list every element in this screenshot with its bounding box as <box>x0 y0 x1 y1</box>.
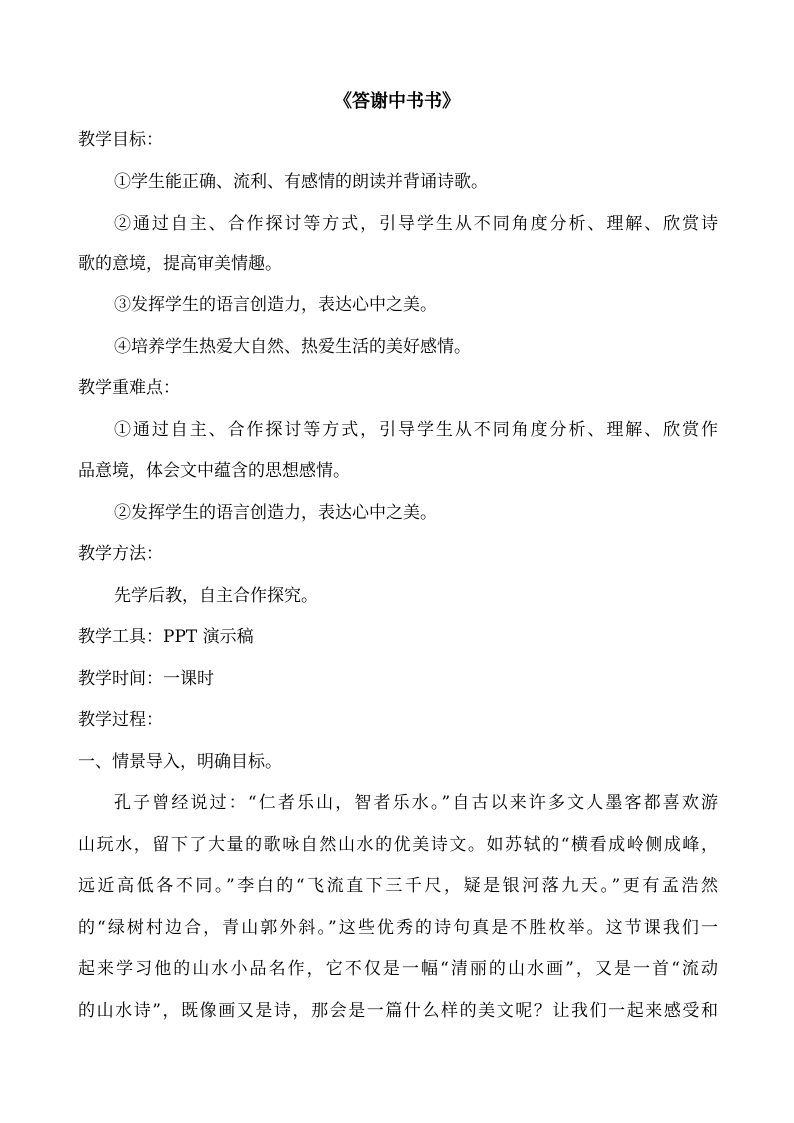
intro-line-1: 孔子曾经说过：“仁者乐山，智者乐水。”自古以来许多文人墨客都喜欢游 <box>114 793 718 813</box>
process-heading: 教学过程： <box>78 710 163 730</box>
teaching-tools: 教学工具：PPT 演示稿 <box>78 627 254 647</box>
keypoint-2: ②发挥学生的语言创造力，表达心中之美。 <box>114 503 437 523</box>
section-1-heading: 一、情景导入，明确目标。 <box>78 752 282 772</box>
document-title: 《答谢中书书》 <box>334 91 460 112</box>
keypoint-1-line-2: 品意境，体会文中蕴含的思想感情。 <box>78 461 350 481</box>
objective-4: ④培养学生热爱大自然、热爱生活的美好感情。 <box>114 337 471 357</box>
intro-line-3: 远近高低各不同。”李白的“飞流直下三千尺，疑是银河落九天。”更有孟浩然 <box>78 876 718 896</box>
method-text: 先学后教，自主合作探究。 <box>114 586 318 606</box>
objective-2-line-2: 歌的意境，提高审美情趣。 <box>78 254 282 274</box>
intro-line-4: 的“绿树村边合，青山郭外斜。”这些优秀的诗句真是不胜枚举。这节课我们一 <box>78 918 718 938</box>
teaching-time: 教学时间：一课时 <box>78 669 214 689</box>
keypoint-1-line-1: ①通过自主、合作探讨等方式，引导学生从不同角度分析、理解、欣赏作 <box>114 420 718 440</box>
keypoints-heading: 教学重难点： <box>78 378 180 398</box>
intro-line-5: 起来学习他的山水小品名作，它不仅是一幅“清丽的山水画”，又是一首“流动 <box>78 959 718 979</box>
method-heading: 教学方法： <box>78 544 163 564</box>
objective-3: ③发挥学生的语言创造力，表达心中之美。 <box>114 295 437 315</box>
objective-2-line-1: ②通过自主、合作探讨等方式，引导学生从不同角度分析、理解、欣赏诗 <box>114 214 718 234</box>
intro-line-6: 的山水诗”，既像画又是诗，那会是一篇什么样的美文呢？让我们一起来感受和 <box>78 1001 718 1021</box>
intro-line-2: 山玩水，留下了大量的歌咏自然山水的优美诗文。如苏轼的“横看成岭侧成峰， <box>78 835 718 855</box>
objectives-heading: 教学目标： <box>78 130 163 150</box>
objective-1: ①学生能正确、流利、有感情的朗读并背诵诗歌。 <box>114 172 488 192</box>
